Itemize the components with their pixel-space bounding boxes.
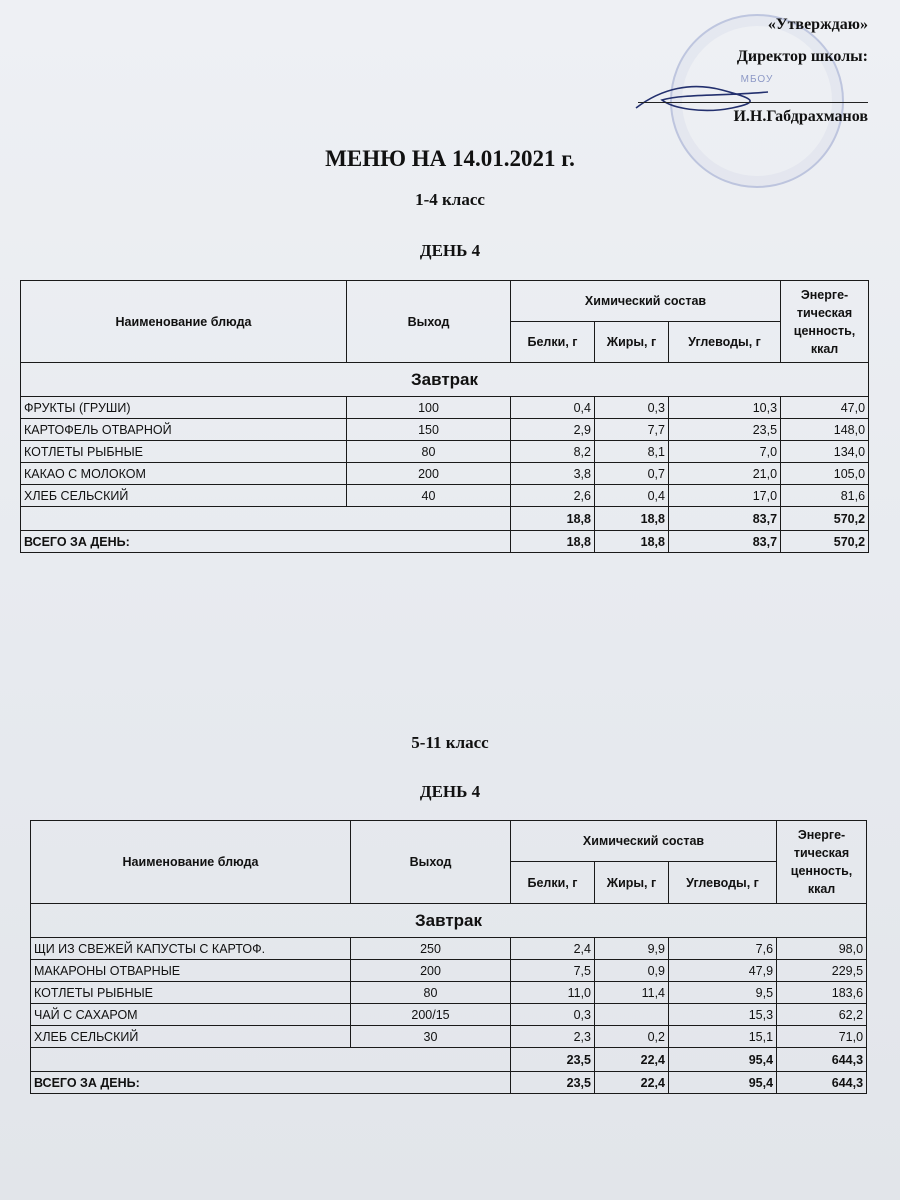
dish-output: 80 <box>347 441 511 463</box>
subtotal-carbs: 95,4 <box>669 1048 777 1072</box>
dish-fat: 8,1 <box>595 441 669 463</box>
header-energy: Энерге-тическая ценность, ккал <box>781 281 869 363</box>
dish-output: 200 <box>347 463 511 485</box>
table-row <box>21 485 869 507</box>
subtotal-blank <box>21 507 511 531</box>
dish-energy: 134,0 <box>781 441 869 463</box>
header-fat: Жиры, г <box>595 862 669 904</box>
dish-protein: 3,8 <box>511 463 595 485</box>
header-carbs: Углеводы, г <box>669 322 781 363</box>
approve-label: «Утверждаю» <box>767 16 868 33</box>
dish-carbs: 23,5 <box>669 419 781 441</box>
dish-output: 80 <box>351 982 511 1004</box>
total-row <box>21 531 869 553</box>
dish-output: 250 <box>351 938 511 960</box>
dish-energy: 148,0 <box>781 419 869 441</box>
dish-fat: 0,2 <box>595 1026 669 1048</box>
dish-carbs: 15,1 <box>669 1026 777 1048</box>
subtotal-blank <box>31 1048 511 1072</box>
table-row <box>31 938 867 960</box>
total-protein: 18,8 <box>511 531 595 553</box>
dish-name: ЩИ ИЗ СВЕЖЕЙ КАПУСТЫ С КАРТОФ. <box>31 938 351 960</box>
header-output: Выход <box>351 821 511 904</box>
menu-table-1 <box>20 280 869 553</box>
dish-output: 30 <box>351 1026 511 1048</box>
dish-fat: 0,4 <box>595 485 669 507</box>
table-row <box>31 960 867 982</box>
dish-name: КОТЛЕТЫ РЫБНЫЕ <box>21 441 347 463</box>
subtotal-protein: 18,8 <box>511 507 595 531</box>
dish-carbs: 17,0 <box>669 485 781 507</box>
dish-carbs: 9,5 <box>669 982 777 1004</box>
day-label-1: ДЕНЬ 4 <box>419 241 481 260</box>
dish-output: 100 <box>347 397 511 419</box>
subtotal-row <box>21 507 869 531</box>
grade-label-1: 1-4 класс <box>415 190 485 209</box>
dish-energy: 71,0 <box>777 1026 867 1048</box>
dish-name: КАКАО С МОЛОКОМ <box>21 463 347 485</box>
dish-protein: 0,3 <box>511 1004 595 1026</box>
dish-protein: 2,4 <box>511 938 595 960</box>
dish-energy: 183,6 <box>777 982 867 1004</box>
dish-carbs: 47,9 <box>669 960 777 982</box>
menu-table-2 <box>30 820 867 1094</box>
total-protein: 23,5 <box>511 1072 595 1094</box>
dish-name: КОТЛЕТЫ РЫБНЫЕ <box>31 982 351 1004</box>
subtotal-energy: 644,3 <box>777 1048 867 1072</box>
menu-title: МЕНЮ НА 14.01.2021 г. <box>325 146 575 171</box>
header-chem: Химический состав <box>511 281 781 322</box>
dish-name: ХЛЕБ СЕЛЬСКИЙ <box>31 1026 351 1048</box>
dish-fat <box>595 1004 669 1026</box>
table-row <box>21 419 869 441</box>
approval-block <box>608 16 868 136</box>
dish-output: 200 <box>351 960 511 982</box>
table-row <box>31 982 867 1004</box>
dish-fat: 9,9 <box>595 938 669 960</box>
total-label: ВСЕГО ЗА ДЕНЬ: <box>31 1072 511 1094</box>
total-label: ВСЕГО ЗА ДЕНЬ: <box>21 531 511 553</box>
dish-output: 150 <box>347 419 511 441</box>
meal-label: Завтрак <box>21 363 869 397</box>
dish-fat: 0,3 <box>595 397 669 419</box>
total-fat: 22,4 <box>595 1072 669 1094</box>
dish-fat: 11,4 <box>595 982 669 1004</box>
subtotal-energy: 570,2 <box>781 507 869 531</box>
total-energy: 570,2 <box>781 531 869 553</box>
dish-carbs: 7,0 <box>669 441 781 463</box>
stamp-text: МБОУ <box>740 74 774 85</box>
dish-name: КАРТОФЕЛЬ ОТВАРНОЙ <box>21 419 347 441</box>
subtotal-fat: 18,8 <box>595 507 669 531</box>
dish-energy: 47,0 <box>781 397 869 419</box>
total-row <box>31 1072 867 1094</box>
dish-energy: 229,5 <box>777 960 867 982</box>
dish-protein: 2,6 <box>511 485 595 507</box>
table-row <box>21 397 869 419</box>
dish-name: ФРУКТЫ (ГРУШИ) <box>21 397 347 419</box>
meal-label: Завтрак <box>31 904 867 938</box>
dish-protein: 2,9 <box>511 419 595 441</box>
table-row <box>21 463 869 485</box>
dish-output: 200/15 <box>351 1004 511 1026</box>
day-label-2: ДЕНЬ 4 <box>419 782 481 801</box>
total-carbs: 83,7 <box>669 531 781 553</box>
dish-output: 40 <box>347 485 511 507</box>
dish-name: МАКАРОНЫ ОТВАРНЫЕ <box>31 960 351 982</box>
dish-energy: 98,0 <box>777 938 867 960</box>
dish-protein: 2,3 <box>511 1026 595 1048</box>
dish-protein: 11,0 <box>511 982 595 1004</box>
dish-carbs: 21,0 <box>669 463 781 485</box>
header-fat: Жиры, г <box>595 322 669 363</box>
dish-carbs: 15,3 <box>669 1004 777 1026</box>
dish-protein: 0,4 <box>511 397 595 419</box>
signature-line <box>638 102 868 103</box>
grade-label-2: 5-11 класс <box>411 733 489 752</box>
dish-name: ЧАЙ С САХАРОМ <box>31 1004 351 1026</box>
subtotal-row <box>31 1048 867 1072</box>
dish-carbs: 7,6 <box>669 938 777 960</box>
header-carbs: Углеводы, г <box>669 862 777 904</box>
header-name: Наименование блюда <box>31 821 351 904</box>
dish-fat: 7,7 <box>595 419 669 441</box>
header-output: Выход <box>347 281 511 363</box>
total-energy: 644,3 <box>777 1072 867 1094</box>
header-energy: Энерге-тическая ценность, ккал <box>777 821 867 904</box>
subtotal-protein: 23,5 <box>511 1048 595 1072</box>
subtotal-carbs: 83,7 <box>669 507 781 531</box>
director-name: И.Н.Габдрахманов <box>733 108 868 125</box>
subtotal-fat: 22,4 <box>595 1048 669 1072</box>
dish-fat: 0,7 <box>595 463 669 485</box>
table-row <box>21 441 869 463</box>
header-protein: Белки, г <box>511 862 595 904</box>
dish-energy: 105,0 <box>781 463 869 485</box>
total-fat: 18,8 <box>595 531 669 553</box>
dish-fat: 0,9 <box>595 960 669 982</box>
dish-name: ХЛЕБ СЕЛЬСКИЙ <box>21 485 347 507</box>
dish-protein: 7,5 <box>511 960 595 982</box>
header-protein: Белки, г <box>511 322 595 363</box>
dish-protein: 8,2 <box>511 441 595 463</box>
dish-carbs: 10,3 <box>669 397 781 419</box>
header-name: Наименование блюда <box>21 281 347 363</box>
table-row <box>31 1004 867 1026</box>
director-position: Директор школы: <box>736 48 868 65</box>
total-carbs: 95,4 <box>669 1072 777 1094</box>
header-chem: Химический состав <box>511 821 777 862</box>
dish-energy: 62,2 <box>777 1004 867 1026</box>
table-row <box>31 1026 867 1048</box>
dish-energy: 81,6 <box>781 485 869 507</box>
